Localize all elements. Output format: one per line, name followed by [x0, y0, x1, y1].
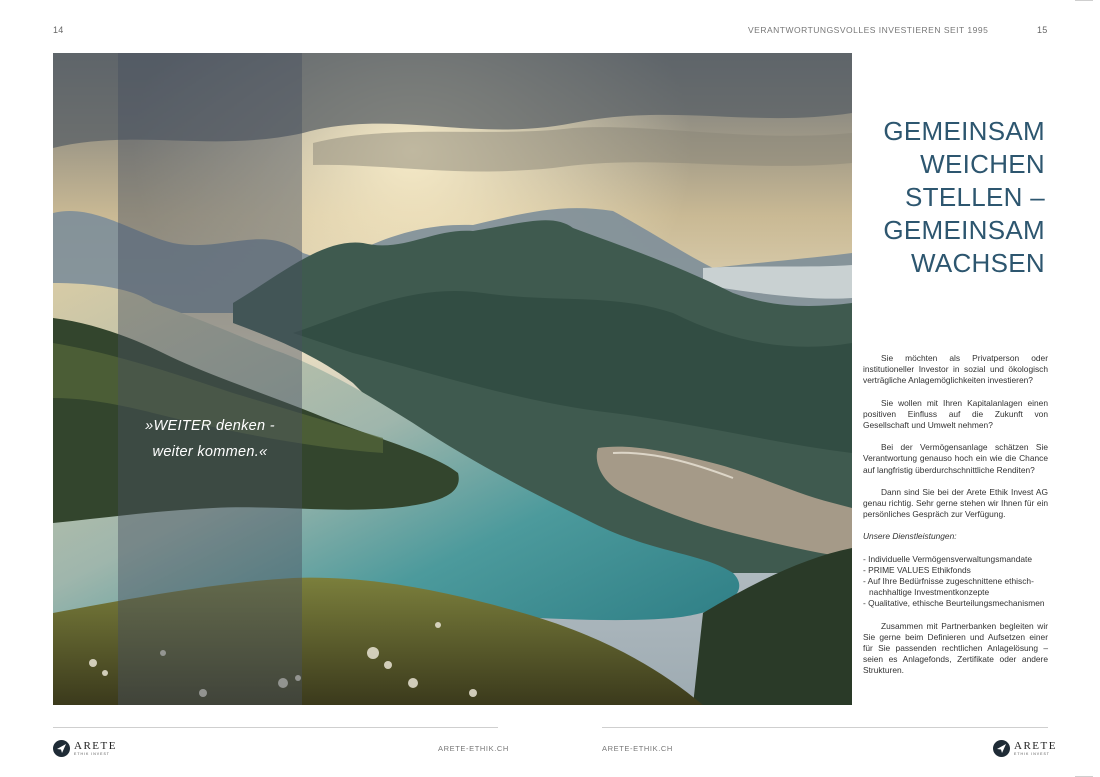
- landscape-photo: [53, 53, 852, 705]
- services-title: Unsere Dienstleistungen:: [863, 531, 957, 542]
- translucent-quote-panel: [118, 53, 302, 705]
- footer-rule-right: [602, 727, 1048, 728]
- logo-name: ARETE: [74, 739, 117, 752]
- body-text-column: [863, 353, 1048, 688]
- arete-logo-icon: [993, 740, 1010, 757]
- paragraph-4: Dann sind Sie bei der Arete Ethik Invest AG genau richtig. Sehr gerne stehen wir Ihnen für ein persönliches Gespräch zur Verfügung.: [863, 486, 1048, 520]
- footer-url-left[interactable]: ARETE-ETHIK.CH: [438, 744, 509, 753]
- paragraph-3: Bei der Vermögensanlage schätzen Sie Verantwortung genauso hoch ein wie die Chance auf langfristig überdurchschnittliche Renditen?: [863, 442, 1048, 475]
- heading-line-5: WACHSEN: [910, 248, 1045, 278]
- service-item: - Auf Ihre Bedürfnisse zugeschnittene ethisch-nachhaltige Investmentkonzepte: [863, 576, 1034, 598]
- running-header-title: VERANTWORTUNGSVOLLES INVESTIEREN SEIT 1995: [748, 25, 989, 35]
- quote-text: [118, 413, 302, 465]
- main-heading: [805, 115, 1045, 280]
- arete-logo-icon: [53, 740, 70, 757]
- heading-line-4: GEMEINSAM: [883, 215, 1045, 245]
- closing-paragraph: Zusammen mit Partnerbanken begleiten wir Sie gerne beim Definieren und Aufsetzen einer für Sie passenden rechtlichen Anlagelösung – seien es Anlagefonds, Zertifikate oder andere Strukturen.: [863, 620, 1048, 676]
- services-list: [863, 554, 1048, 610]
- arete-logo-right: [993, 740, 1057, 757]
- right-page-number: 15: [1037, 25, 1048, 35]
- quote-line-1: »WEITER denken -: [145, 418, 275, 434]
- quote-line-2: weiter kommen.«: [152, 444, 268, 460]
- paragraph-1: Sie möchten als Privatperson oder institutioneller Investor in sozial und ökologisch verträgliche Anlagemöglichkeiten investieren?: [863, 353, 1048, 386]
- service-item: - Qualitative, ethische Beurteilungsmechanismen: [863, 598, 1045, 609]
- service-item: - PRIME VALUES Ethikfonds: [863, 564, 971, 575]
- heading-line-3: STELLEN –: [905, 182, 1045, 212]
- footer-url-right[interactable]: ARETE-ETHIK.CH: [602, 744, 673, 753]
- paragraph-2: Sie wollen mit Ihren Kapitalanlagen einen positiven Einfluss auf die Zukunft von Gesellschaft und Umwelt nehmen?: [863, 397, 1048, 431]
- arete-logo-left: [53, 740, 117, 757]
- logo-subtitle: ETHIK INVEST: [74, 751, 110, 756]
- heading-line-1: GEMEINSAM: [883, 116, 1045, 146]
- left-page-number: 14: [53, 25, 64, 35]
- heading-line-2: WEICHEN: [920, 149, 1045, 179]
- logo-subtitle: ETHIK INVEST: [1014, 751, 1050, 756]
- crop-mark: [1075, 0, 1093, 1]
- footer-rule-left: [53, 727, 498, 728]
- service-item: - Individuelle Vermögensverwaltungsmandate: [863, 553, 1032, 564]
- logo-name: ARETE: [1014, 739, 1057, 752]
